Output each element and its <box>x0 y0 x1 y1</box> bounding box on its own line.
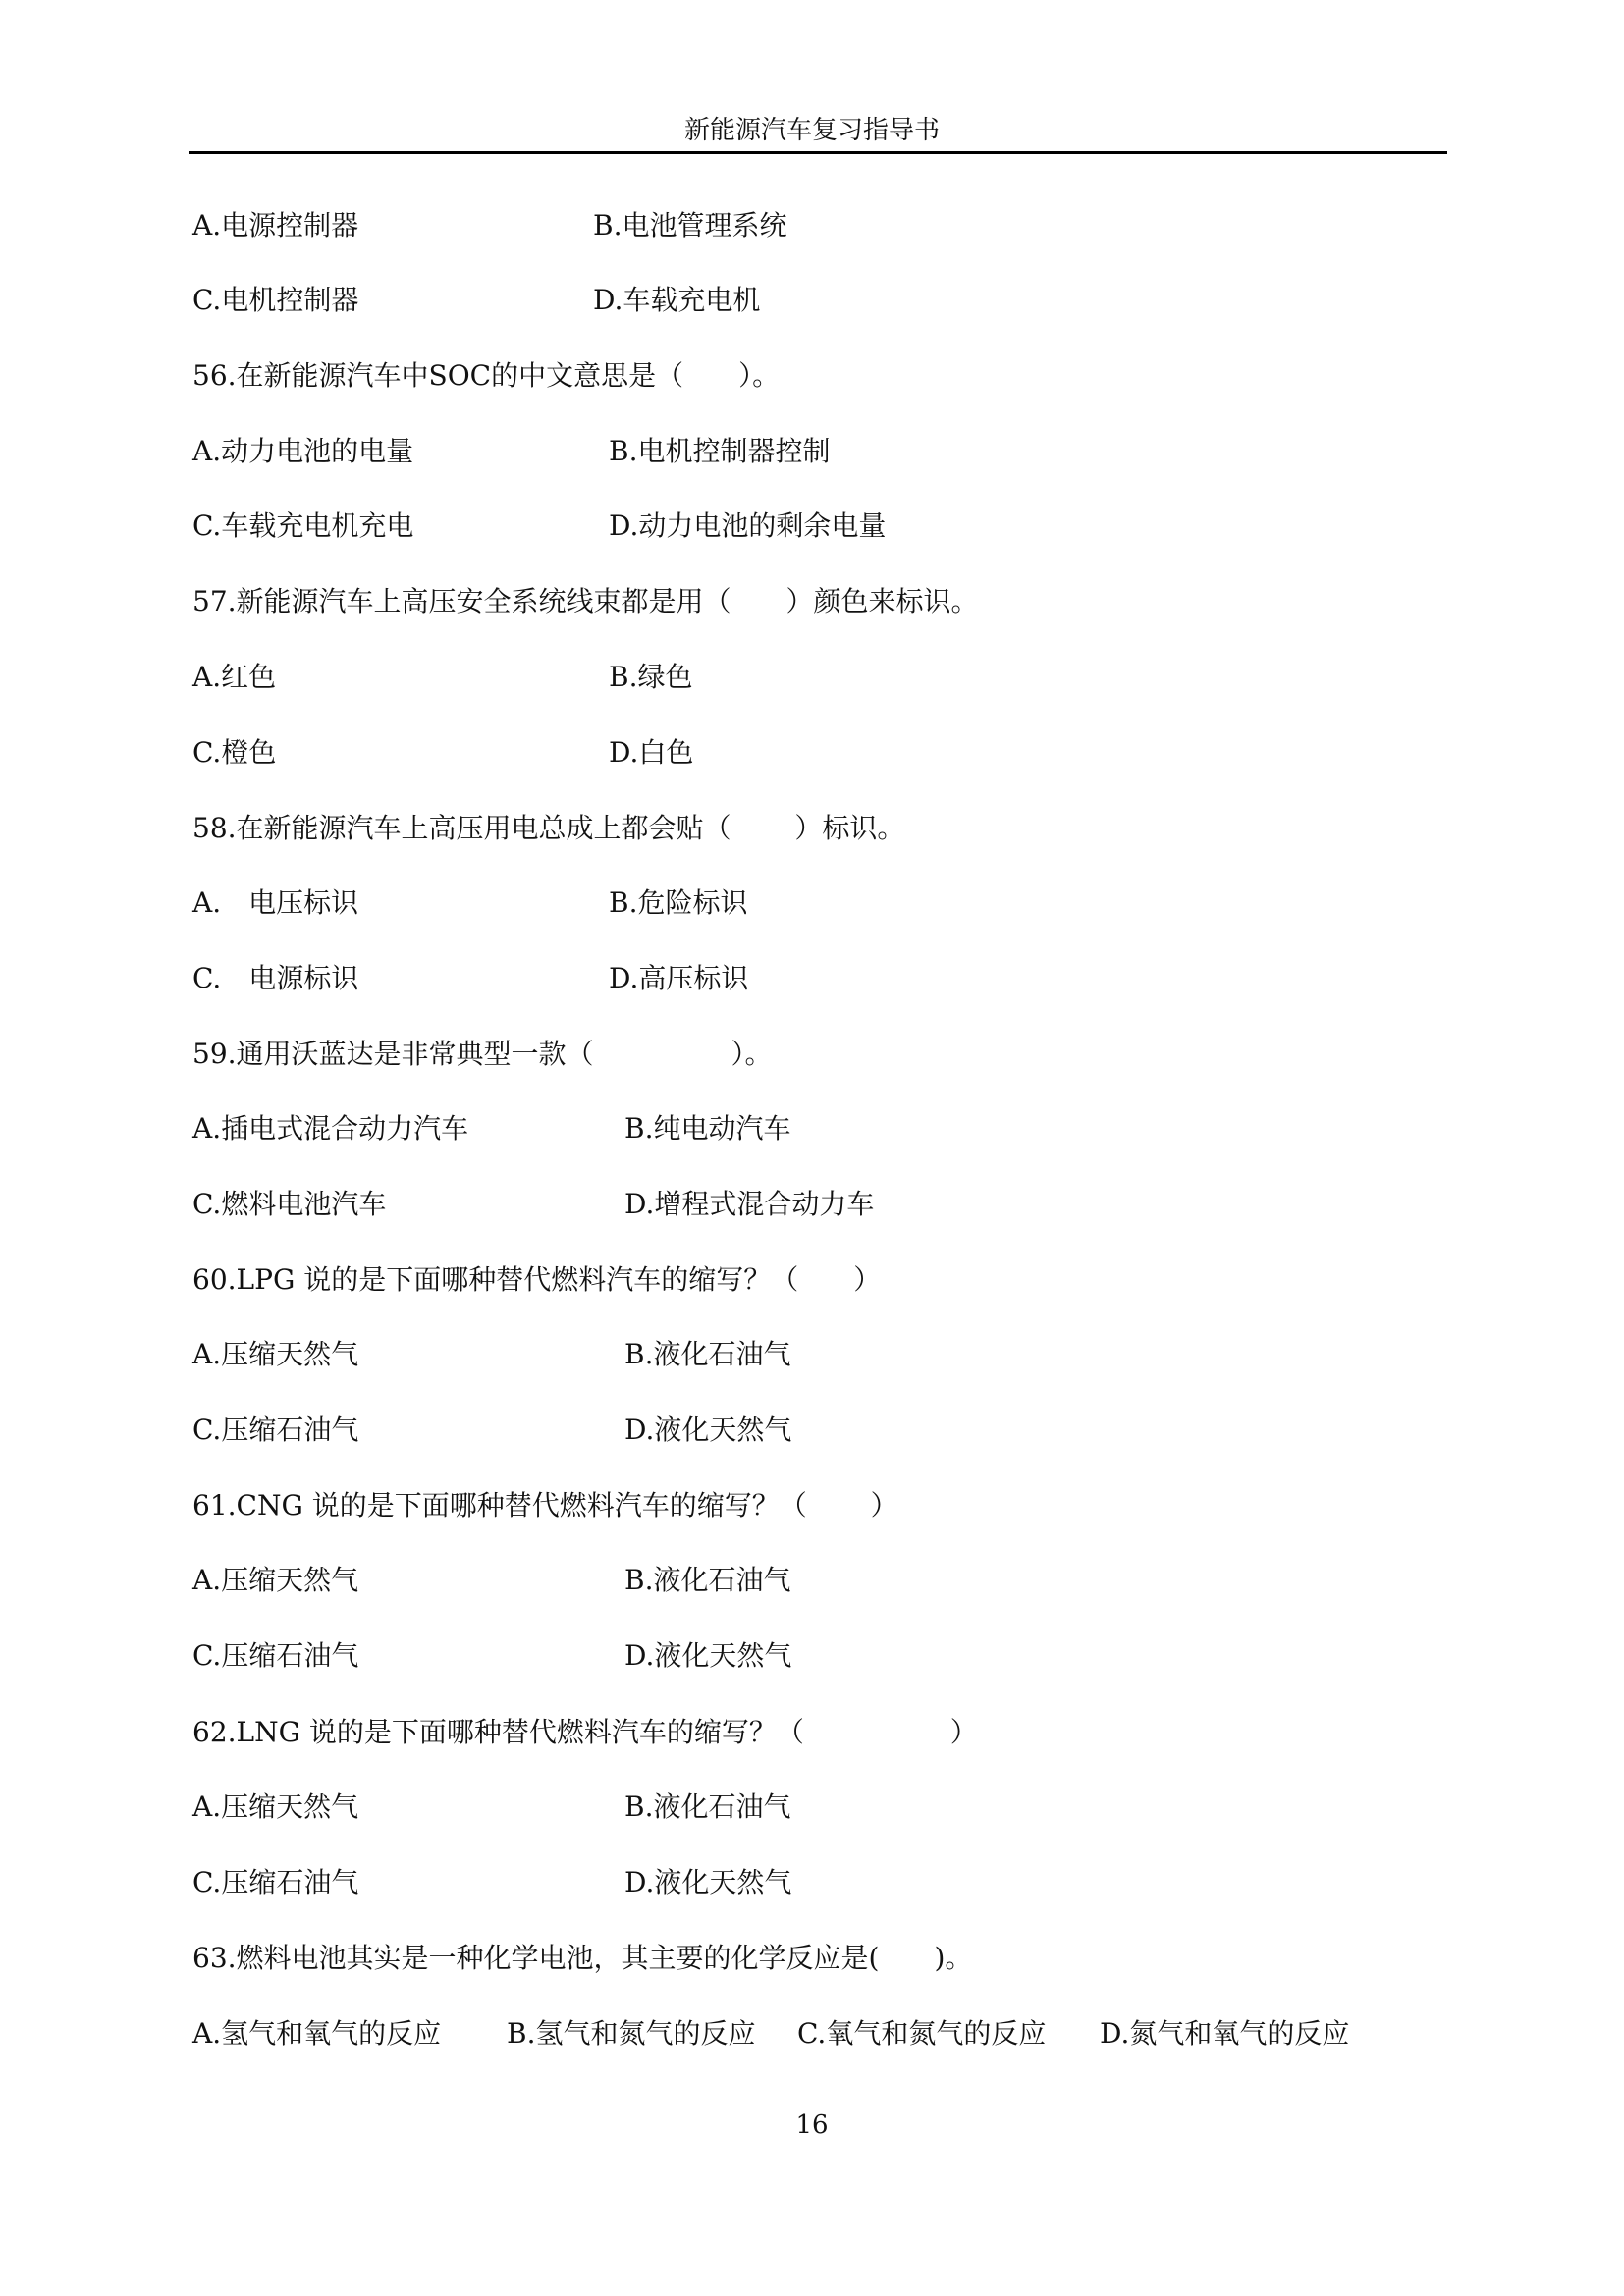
question-text: 57.新能源汽车上高压安全系统线束都是用（ ）颜色来标识。 <box>192 585 979 617</box>
answer-option: D.液化天然气 <box>624 1414 792 1446</box>
answer-option: D.液化天然气 <box>624 1639 792 1672</box>
answer-option: A.红色 <box>192 661 277 693</box>
answer-option: D.动力电池的剩余电量 <box>609 509 887 542</box>
answer-option: A.压缩天然气 <box>192 1564 359 1596</box>
answer-option: B.液化石油气 <box>624 1338 791 1370</box>
page-number: 16 <box>795 2110 829 2140</box>
answer-option: B.纯电动汽车 <box>624 1112 791 1145</box>
answer-option: A.压缩天然气 <box>192 1790 359 1823</box>
answer-option: D.车载充电机 <box>593 284 761 316</box>
running-header: 新能源汽车复习指导书 <box>683 116 940 145</box>
header-rule <box>189 151 1447 154</box>
answer-option: C.压缩石油气 <box>192 1414 359 1446</box>
answer-option: D.液化天然气 <box>624 1866 792 1898</box>
answer-option: C. 电源标识 <box>192 962 359 994</box>
answer-option: C.车载充电机充电 <box>192 509 414 542</box>
question-text: 60.LPG 说的是下面哪种替代燃料汽车的缩写？（ ） <box>192 1263 882 1296</box>
question-text: 58.在新能源汽车上高压用电总成上都会贴（ ）标识。 <box>192 812 905 844</box>
answer-option: B.电池管理系统 <box>593 209 787 241</box>
question-text: 56.在新能源汽车中SOC的中文意思是（ ）。 <box>192 359 781 392</box>
answer-option: B.电机控制器控制 <box>609 435 831 467</box>
question-text: 59.通用沃蓝达是非常典型一款（ ）。 <box>192 1038 773 1070</box>
question-text: 62.LNG 说的是下面哪种替代燃料汽车的缩写？（ ） <box>192 1716 978 1748</box>
answer-option: D.氮气和氧气的反应 <box>1100 2017 1350 2050</box>
answer-option: B.液化石油气 <box>624 1564 791 1596</box>
answer-option: A. 电压标识 <box>192 886 359 919</box>
answer-option: C.压缩石油气 <box>192 1866 359 1898</box>
answer-option: B.氢气和氮气的反应 <box>507 2017 756 2050</box>
answer-option: C.燃料电池汽车 <box>192 1188 387 1220</box>
answer-option: C.氧气和氮气的反应 <box>797 2017 1047 2050</box>
answer-option: A.动力电池的电量 <box>192 435 414 467</box>
answer-option: B.绿色 <box>609 661 693 693</box>
answer-option: C.电机控制器 <box>192 284 359 316</box>
question-text: 61.CNG 说的是下面哪种替代燃料汽车的缩写？（ ） <box>192 1489 898 1522</box>
answer-option: B.危险标识 <box>609 886 748 919</box>
question-text: 63.燃料电池其实是一种化学电池，其主要的化学反应是( )。 <box>192 1942 973 1974</box>
answer-option: C.橙色 <box>192 736 277 769</box>
answer-option: A.插电式混合动力汽车 <box>192 1112 469 1145</box>
answer-option: C.压缩石油气 <box>192 1639 359 1672</box>
answer-option: D.白色 <box>609 736 694 769</box>
answer-option: B.液化石油气 <box>624 1790 791 1823</box>
answer-option: A.压缩天然气 <box>192 1338 359 1370</box>
answer-option: D.高压标识 <box>609 962 749 994</box>
answer-option: A.电源控制器 <box>192 209 359 241</box>
answer-option: D.增程式混合动力车 <box>624 1188 875 1220</box>
answer-option: A.氢气和氧气的反应 <box>192 2017 442 2050</box>
